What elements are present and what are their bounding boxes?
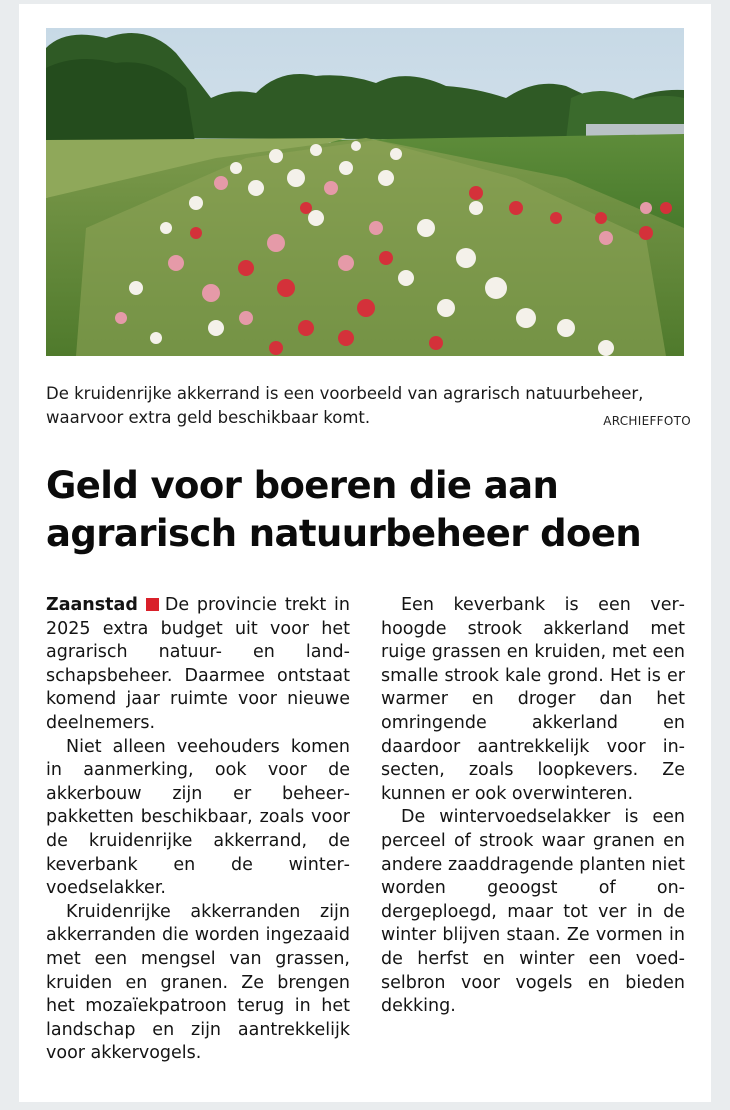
paragraph-2: Niet alleen veehouders komen in aanmerking, ook voor de akkerbouw zijn er beheerpakketten beschikbaar, zoals voor de kruidenrijke akkerrand, de keverbank en de wintervoedselakker. — [46, 736, 350, 899]
newspaper-clipping — [19, 4, 711, 1102]
dateline: Zaanstad — [46, 595, 138, 615]
article-headline: Geld voor boeren die aan agrarisch natuurbeheer doen — [46, 464, 642, 555]
article-column-left — [46, 594, 350, 1066]
red-square-marker — [146, 598, 159, 611]
paragraph-3: Kruidenrijke akkerranden zijn akkerranden die worden ingezaaid met een mengsel van grassen, kruiden en granen. Ze brengen het mozaïekpatroon terug in het landschap en zijn aantrekkelijk voor akkervogels. — [46, 901, 350, 1064]
field-margin-photo — [46, 28, 684, 356]
photo-credit: ARCHIEFFOTO — [603, 414, 691, 428]
photo-caption — [46, 382, 691, 430]
article-column-right — [381, 594, 685, 1019]
caption-text: De kruidenrijke akkerrand is een voorbeeld van agrarisch natuurbeheer, waarvoor extra geld beschikbaar komt. — [46, 384, 644, 427]
paragraph-1: De provincie trekt in 2025 extra budget uit voor het agrarisch natuur- en landschapsbeheer. Daarmee ontstaat komend jaar ruimte voor nieuwe deelnemers. — [46, 595, 350, 733]
paragraph-4: Een keverbank is een verhoogde strook akkerland met ruige grassen en kruiden, met een smalle strook kale grond. Het is er warmer en droger dan het omringende akkerland en daardoor aantrekkelijk voor insecten, zoals loopkevers. Ze kunnen er ook overwinteren. — [381, 595, 685, 804]
article-lead — [46, 594, 350, 736]
paragraph-5: De wintervoedselakker is een perceel of strook waar granen en andere zaaddragende planten niet worden geoogst of ondergeploegd, maar tot ver in de winter blijven staan. Ze vormen in de herfst en winter een voedselbron voor vogels en bieden dekking. — [381, 807, 685, 1017]
